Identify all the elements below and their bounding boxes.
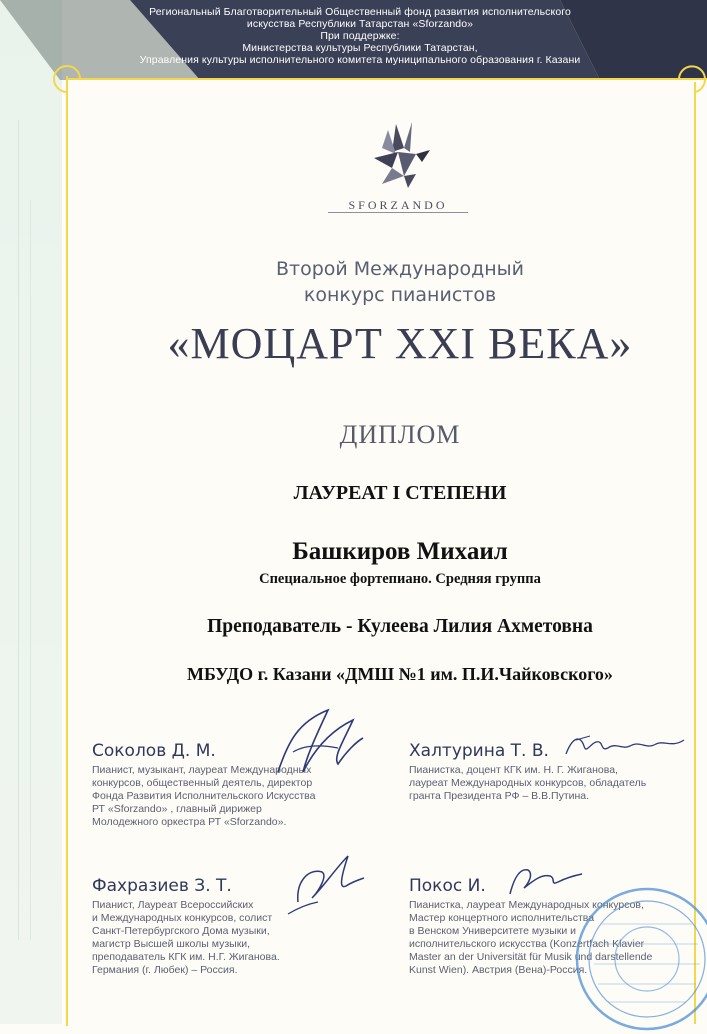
jury-desc-line: исполнительского искусства (Konzertfach Klavier	[409, 938, 645, 950]
jury-desc-line: конкурсов, общественный деятель, директор	[92, 777, 313, 789]
jury-desc-line: Пианистка, доцент КГК им. Н. Г. Жиганова,	[409, 764, 618, 776]
jury-desc-line: Молодежного оркестра РТ «Sforzando».	[92, 816, 287, 828]
jury-desc-line: и Международных конкурсов, солист	[92, 912, 273, 924]
school: МБУДО г. Казани «ДМШ №1 им. П.И.Чайковского»	[187, 664, 613, 684]
jury-desc-line: РТ «Sforzando» , главный дирижер	[92, 803, 262, 815]
jury-name: Покос И.	[409, 876, 486, 896]
origami-bird-icon	[352, 118, 442, 194]
teacher: Преподаватель - Кулеева Лилия Ахметовна	[207, 616, 593, 637]
brand-name: SFORZANDO	[348, 198, 448, 212]
left-decorative-band	[0, 0, 62, 1024]
jury-name: Соколов Д. М.	[92, 741, 216, 761]
organizer-line: искусства Республики Татарстан «Sforzando»	[246, 18, 474, 30]
jury-name: Фахразиев З. Т.	[92, 876, 232, 896]
jury-description	[409, 764, 646, 803]
support-label: При поддержке:	[320, 30, 400, 42]
jury-desc-line: Мастер концертного исполнительства	[409, 912, 595, 924]
jury-desc-line: преподаватель КГК им. Н.Г. Жиганова.	[92, 951, 280, 963]
jury-desc-line: Германия (г. Любек) – Россия.	[92, 964, 238, 976]
competition-title: «МОЦАРТ XXI ВЕКА»	[167, 319, 633, 368]
jury-desc-line: Фонда Развития Исполнительского Искусства	[92, 790, 316, 802]
frame-left-border	[66, 76, 68, 1026]
award-degree: ЛАУРЕАТ I СТЕПЕНИ	[293, 482, 507, 504]
supporter-line: Управления культуры исполнительного комитета муниципального образования г. Казани	[139, 54, 581, 66]
frame-right-border	[694, 82, 696, 1024]
signature-icon	[278, 842, 368, 922]
jury-desc-line: в Венском Университете музыки и	[409, 925, 577, 937]
competition-edition: Второй Международный	[275, 258, 525, 280]
jury-desc-line: магистр Высшей школы музыки,	[92, 938, 251, 950]
jury-desc-line: гранта Президента РФ – В.В.Путина.	[409, 790, 590, 802]
jury-desc-line: Санкт-Петербургского Дома музыки,	[92, 925, 270, 937]
jury-desc-line: Пианистка, лауреат Международных конкурсов,	[409, 899, 644, 911]
brand-divider	[328, 212, 468, 213]
jury-description	[92, 899, 280, 977]
jury-member	[92, 876, 280, 977]
corner-ornament-icon	[52, 64, 82, 94]
jury-name: Халтурина Т. В.	[409, 741, 549, 761]
jury-desc-line: Master an der Universität für Musik und darstellende	[409, 951, 653, 963]
jury-desc-line: лауреат Международных конкурсов, обладатель	[409, 777, 647, 789]
specialty: Специальное фортепиано. Средняя группа	[259, 571, 541, 587]
jury-desc-line: Kunst Wien). Австрия (Вена)-Россия.	[409, 964, 588, 976]
competition-type: конкурс пианистов	[303, 284, 497, 306]
supporter-line: Министерства культуры Республики Татарстан,	[242, 42, 478, 54]
frame-top-border	[66, 78, 707, 80]
jury-desc-line: Пианист, Лауреат Всероссийских	[92, 899, 254, 911]
corner-ornament-icon	[675, 64, 707, 104]
signature-icon	[258, 702, 368, 782]
recipient-name: Башкиров Михаил	[292, 538, 508, 565]
document-type: ДИПЛОМ	[339, 420, 461, 449]
header-band	[0, 0, 707, 80]
organizer-line: Региональный Благотворительный Общественный фонд развития исполнительского	[149, 6, 571, 18]
organizer-text	[110, 6, 610, 66]
signature-icon	[560, 728, 690, 764]
stamp-icon	[572, 884, 707, 1034]
jury-desc-line: Пианист, музыкант, лауреат Международных	[92, 764, 312, 776]
